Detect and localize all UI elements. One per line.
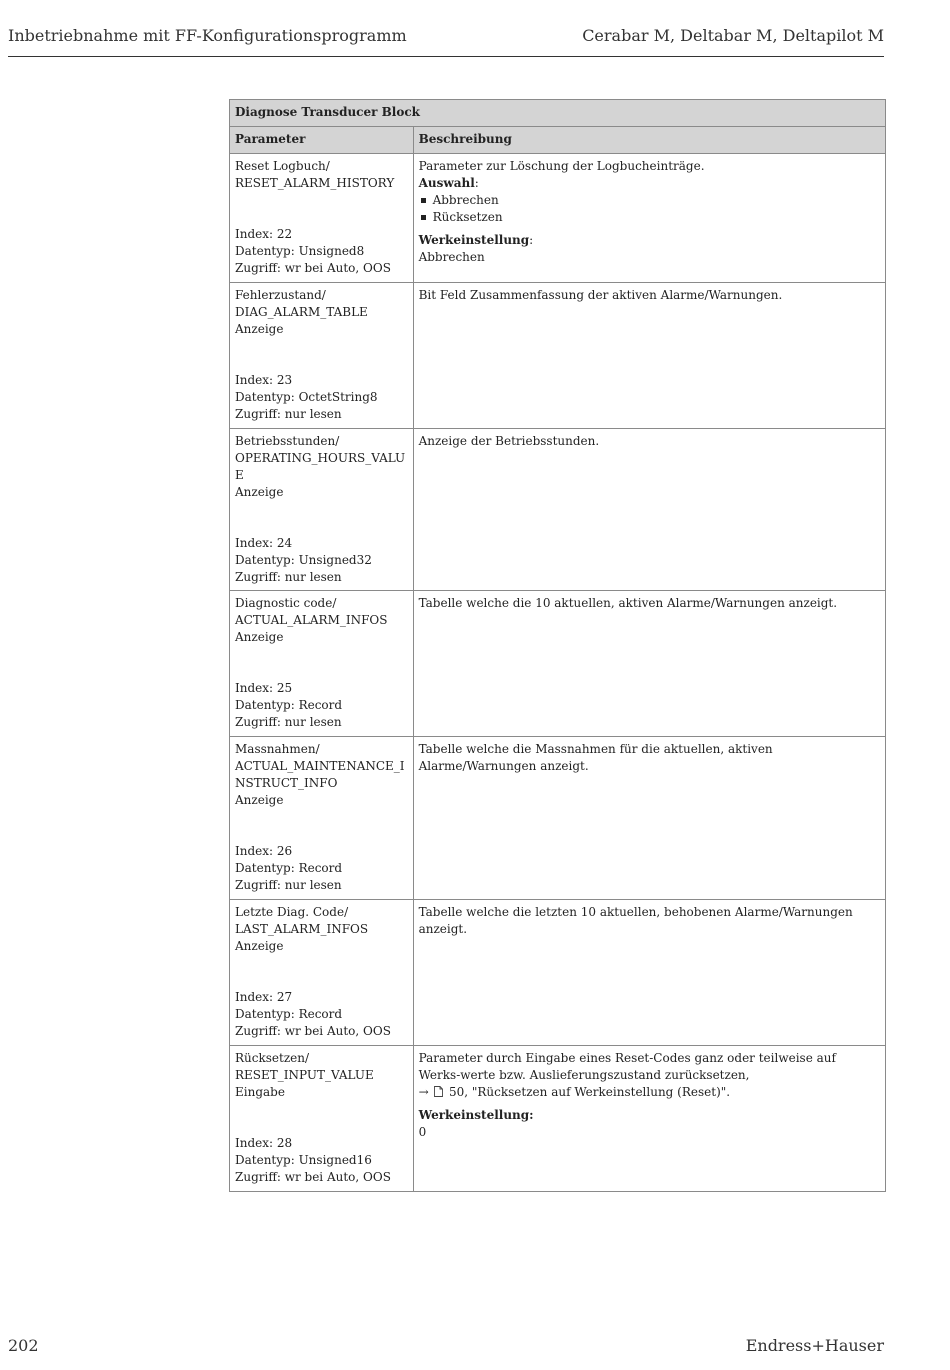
page-reference[interactable] <box>419 1084 881 1101</box>
parameter-datatype: Datentyp: Record <box>235 1007 343 1021</box>
description-text: Anzeige der Betriebsstunden. <box>418 434 600 448</box>
parameter-code: DIAG_ALARM_TABLE <box>235 305 368 319</box>
parameter-name: Betriebsstunden/ <box>235 434 340 448</box>
brand-name: Endress+Hauser <box>745 1336 884 1355</box>
parameter-access: Zugriff: nur lesen <box>235 407 342 421</box>
description-text: Tabelle welche die Massnahmen für die aktuellen, aktiven Alarme/Warnungen anzeigt. <box>418 742 773 773</box>
parameter-access: Zugriff: wr bei Auto, OOS <box>235 1024 391 1038</box>
parameter-name: Fehlerzustand/ <box>235 288 326 302</box>
parameter-name: Letzte Diag. Code/ <box>235 905 349 919</box>
column-header-parameter: Parameter <box>230 127 414 154</box>
parameter-cell <box>230 154 414 283</box>
page-number: 202 <box>8 1336 39 1355</box>
parameter-index: Index: 28 <box>235 1136 293 1150</box>
parameter-index: Index: 25 <box>235 681 293 695</box>
parameter-code: OPERATING_HOURS_VALUE <box>235 451 406 482</box>
description-text: Tabelle welche die 10 aktuellen, aktiven Alarme/Warnungen anzeigt. <box>418 596 838 610</box>
parameter-index: Index: 24 <box>235 536 293 550</box>
parameter-cell <box>230 591 414 737</box>
parameter-name: Rücksetzen/ <box>235 1051 310 1065</box>
page-reference-text: 50, "Rücksetzen auf Werkeinstellung (Reset)". <box>448 1085 731 1099</box>
description-cell <box>413 900 885 1046</box>
parameter-mode: Eingabe <box>235 1085 285 1099</box>
list-item: Rücksetzen <box>419 209 881 226</box>
parameter-name: Massnahmen/ <box>235 742 320 756</box>
arrow-right-icon: → <box>418 1085 429 1099</box>
description-cell <box>413 1046 885 1192</box>
table-row <box>230 900 886 1046</box>
parameter-access: Zugriff: nur lesen <box>235 878 342 892</box>
parameter-index: Index: 26 <box>235 844 293 858</box>
table-row <box>230 429 886 591</box>
parameter-cell <box>230 429 414 591</box>
choice-list <box>419 192 881 226</box>
parameter-cell <box>230 900 414 1046</box>
table-row <box>230 154 886 283</box>
parameter-code: LAST_ALARM_INFOS <box>235 922 369 936</box>
parameter-access: Zugriff: nur lesen <box>235 570 342 584</box>
parameter-datatype: Datentyp: Record <box>235 861 343 875</box>
parameter-code: ACTUAL_MAINTENANCE_INSTRUCT_INFO <box>235 759 405 790</box>
parameter-datatype: Datentyp: Unsigned16 <box>235 1153 372 1167</box>
default-value: Abbrechen <box>418 250 485 264</box>
description-cell: Parameter zur Löschung der Logbucheinträge. Auswahl: Abbrechen Rücksetzen Werkeinstellung: Abbrechen <box>413 154 885 283</box>
parameter-cell <box>230 737 414 900</box>
parameter-mode: Anzeige <box>235 793 284 807</box>
description-cell <box>413 283 885 429</box>
description-text: Bit Feld Zusammenfassung der aktiven Alarme/Warnungen. <box>418 288 783 302</box>
parameter-cell <box>230 1046 414 1192</box>
parameter-mode: Anzeige <box>235 630 284 644</box>
description-text: Tabelle welche die letzten 10 aktuellen, behobenen Alarme/Warnungen anzeigt. <box>418 905 853 936</box>
description-text: Parameter durch Eingabe eines Reset-Codes ganz oder teilweise auf Werks-werte bzw. Auslieferungszustand zurücksetzen, <box>418 1051 836 1082</box>
page-icon <box>432 1086 449 1099</box>
running-header-title: Inbetriebnahme mit FF-Konfigurationsprogramm <box>8 26 407 45</box>
choice-label: Auswahl <box>418 176 475 190</box>
parameter-datatype: Datentyp: Record <box>235 698 343 712</box>
running-header-product: Cerabar M, Deltabar M, Deltapilot M <box>582 26 884 45</box>
parameter-datatype: Datentyp: Unsigned8 <box>235 244 365 258</box>
description-cell <box>413 591 885 737</box>
table-row <box>230 1046 886 1192</box>
parameter-datatype: Datentyp: OctetString8 <box>235 390 378 404</box>
parameter-index: Index: 22 <box>235 227 293 241</box>
parameter-table <box>229 99 886 1192</box>
parameter-index: Index: 23 <box>235 373 293 387</box>
parameter-code: RESET_INPUT_VALUE <box>235 1068 374 1082</box>
header-rule <box>8 56 884 57</box>
parameter-cell <box>230 283 414 429</box>
parameter-access: Zugriff: nur lesen <box>235 715 342 729</box>
table-row <box>230 283 886 429</box>
parameter-access: Zugriff: wr bei Auto, OOS <box>235 261 391 275</box>
parameter-name: Reset Logbuch/ <box>235 159 330 173</box>
default-value: 0 <box>418 1125 427 1139</box>
description-text: Parameter zur Löschung der Logbucheinträge. <box>418 159 705 173</box>
description-cell <box>413 429 885 591</box>
parameter-mode: Anzeige <box>235 939 284 953</box>
parameter-access: Zugriff: wr bei Auto, OOS <box>235 1170 391 1184</box>
parameter-mode: Anzeige <box>235 485 284 499</box>
list-item: Abbrechen <box>419 192 881 209</box>
table-title: Diagnose Transducer Block <box>230 100 886 127</box>
table-row <box>230 737 886 900</box>
default-label: Werkeinstellung <box>418 233 530 247</box>
column-header-description: Beschreibung <box>413 127 885 154</box>
parameter-datatype: Datentyp: Unsigned32 <box>235 553 372 567</box>
description-cell <box>413 737 885 900</box>
parameter-mode: Anzeige <box>235 322 284 336</box>
parameter-code: RESET_ALARM_HISTORY <box>235 176 395 190</box>
parameter-code: ACTUAL_ALARM_INFOS <box>235 613 388 627</box>
default-label: Werkeinstellung: <box>418 1108 534 1122</box>
parameter-name: Diagnostic code/ <box>235 596 337 610</box>
parameter-index: Index: 27 <box>235 990 293 1004</box>
table-row <box>230 591 886 737</box>
